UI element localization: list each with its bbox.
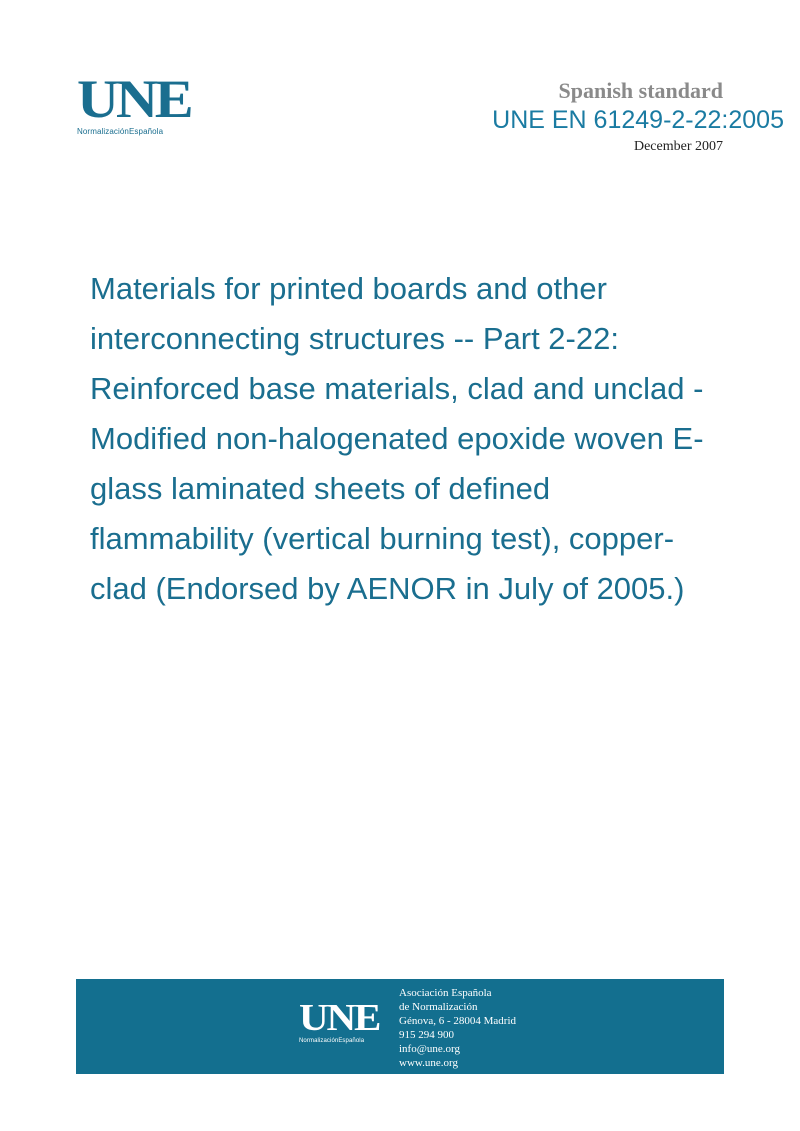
document-title: Materials for printed boards and other interconnecting structures -- Part 2-22: Reinforced base materials, clad and unclad - Modified non-halogenated epoxide woven E-glass laminated sheets of defined flammability (vertical burning test), copper-clad (Endorsed by AENOR in July of 2005.) (90, 271, 704, 606)
footer-logo-mark: UNE (299, 997, 380, 1039)
org-name-line1: Asociación Española (399, 987, 492, 999)
logo-subtitle-part1: Normalización (77, 127, 129, 136)
standard-date: December 2007 (633, 139, 723, 154)
standard-header (492, 78, 784, 155)
standard-code: UNE EN 61249-2-22:2005 (492, 106, 784, 134)
org-name-line2: de Normalización (399, 1001, 478, 1013)
footer-banner (76, 979, 724, 1074)
une-logo (77, 69, 191, 136)
standard-label: Spanish standard (558, 78, 723, 103)
org-address: Génova, 6 - 28004 Madrid (399, 1015, 517, 1027)
footer-logo-subtitle-part1: Normalización (299, 1038, 339, 1044)
footer-logo (299, 997, 380, 1044)
org-website[interactable]: www.une.org (399, 1057, 458, 1069)
footer-contact-info (399, 986, 516, 1070)
org-email[interactable]: info@une.org (399, 1043, 460, 1055)
org-phone: 915 294 900 (399, 1029, 454, 1041)
logo-subtitle-part2: Española (128, 127, 164, 136)
footer-logo-subtitle-part2: Española (338, 1038, 365, 1044)
logo-mark: UNE (77, 69, 191, 129)
